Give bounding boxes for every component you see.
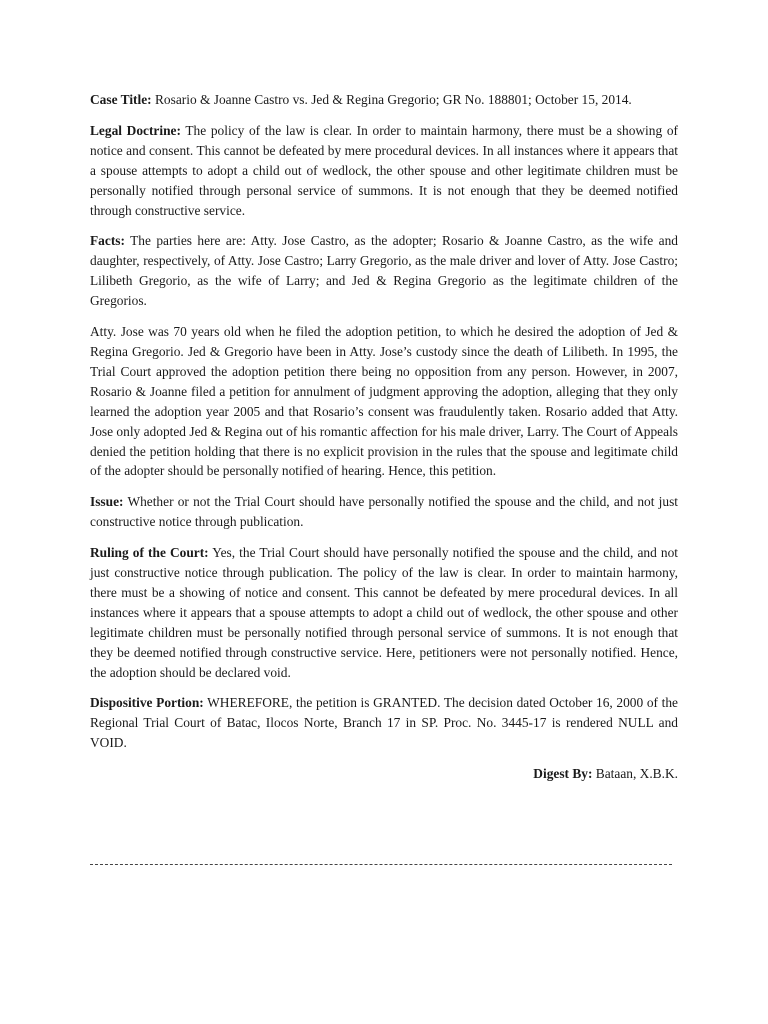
case-title-paragraph [90,90,678,110]
dispositive-label: Dispositive Portion: [90,695,204,711]
dispositive-paragraph [90,693,678,753]
case-title-text: Rosario & Joanne Castro vs. Jed & Regina Gregorio; GR No. 188801; October 15, 2014. [154,92,632,107]
ruling-label: Ruling of the Court: [90,545,209,561]
dispositive-text: WHEREFORE, the petition is GRANTED. The decision dated October 16, 2000 of the Regional Trial Court of Batac, Ilocos Norte, Branch 17 in SP. Proc. No. 3445-17 is rendered NULL and VOID. [90,695,678,751]
digest-by-line [90,764,678,784]
issue-label: Issue: [90,494,124,510]
issue-text: Whether or not the Trial Court should have personally notified the spouse and the child, and not just constructive notice through publication. [90,494,679,530]
ruling-text: Yes, the Trial Court should have personally notified the spouse and the child, and not just constructive notice through publication. The policy of the law is clear. In order to maintain harmony, there must be a showing of notice and consent. This cannot be defeated by mere procedural devices. In all instances where it appears that a spouse attempts to adopt a child out of wedlock, the other spouse and other legitimate children must be personally notified through personal service of summons. It is not enough that they be deemed notified through constructive service. Here, petitioners were not personally notified. Hence, the adoption should be declared void. [90,545,678,680]
dashed-divider [90,864,672,865]
facts-continued-paragraph [90,322,678,481]
issue-paragraph [90,492,678,532]
digest-by-text: Bataan, X.B.K. [595,766,678,782]
case-title-label: Case Title: [90,92,152,107]
facts-text: The parties here are: Atty. Jose Castro, as the adopter; Rosario & Joanne Castro, as the wife and daughter, respectively, of Atty. Jose Castro; Larry Gregorio, as the male driver and lover of Atty. Jose Castro; Lilibeth Gregorio, as the wife of Larry; and Jed & Regina Gregorio as the legitimate children of the Gregorios. [90,233,678,309]
ruling-paragraph [90,543,678,682]
legal-doctrine-text: The policy of the law is clear. In order to maintain harmony, there must be a showing of notice and consent. This cannot be defeated by mere procedural devices. In all instances where it appears that a spouse attempts to adopt a child out of wedlock, the other spouse and other legitimate children must be personally notified through personal service of summons. It is not enough that they be deemed notified through constructive service. [90,122,678,218]
facts-continued-text: Atty. Jose was 70 years old when he filed the adoption petition, to which he desired the adoption of Jed & Regina Gregorio. Jed & Gregorio have been in Atty. Jose’s custody since the death of Lilibeth. In 1995, the Trial Court approved the adoption petition there being no opposition from any person. However, in 2007, Rosario & Joanne filed a petition for annulment of judgment approving the adoption, alleging that they only learned the adoption year 2005 and that Rosario’s consent was fraudulently taken. Rosario added that Atty. Jose only adopted Jed & Regina out of his romantic affection for his male driver, Larry. The Court of Appeals denied the petition holding that there is no explicit provision in the rules that the spouse and legitimate child of the adopter should be personally notified of hearing. Hence, this petition. [90,324,678,479]
legal-doctrine-paragraph [90,121,678,221]
facts-label: Facts: [90,233,125,249]
case-digest-document [90,90,678,784]
facts-paragraph [90,231,678,311]
digest-by-label: Digest By: [533,766,593,782]
legal-doctrine-label: Legal Doctrine: [90,122,181,138]
